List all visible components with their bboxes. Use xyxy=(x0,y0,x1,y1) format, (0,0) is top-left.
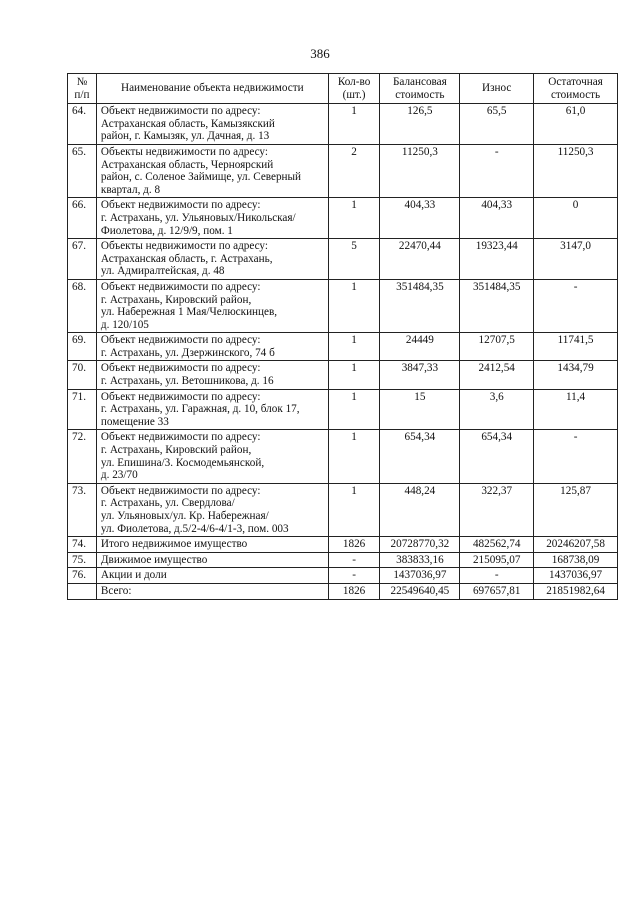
row-residual-value: 1434,79 xyxy=(534,361,618,389)
table-row xyxy=(68,279,618,332)
row-number: 69. xyxy=(68,333,97,361)
row-object-name: Объекты недвижимости по адресу: Астраханская область, Черноярский район, с. Соленое Займище, ул. Северный квартал, д. 8 xyxy=(96,144,328,197)
row-wear-value: 654,34 xyxy=(460,430,534,483)
row-balance-value: 654,34 xyxy=(380,430,460,483)
row-balance-value: 24449 xyxy=(380,333,460,361)
row-quantity: 1 xyxy=(328,279,380,332)
row-balance-value: 22549640,45 xyxy=(380,583,460,599)
row-quantity: 1 xyxy=(328,104,380,145)
row-residual-value: 21851982,64 xyxy=(534,583,618,599)
row-wear-value: - xyxy=(460,568,534,584)
row-quantity: - xyxy=(328,568,380,584)
property-table xyxy=(67,73,618,600)
row-number: 65. xyxy=(68,144,97,197)
row-number xyxy=(68,583,97,599)
row-balance-value: 1437036,97 xyxy=(380,568,460,584)
row-number: 71. xyxy=(68,389,97,430)
row-residual-value: - xyxy=(534,430,618,483)
row-quantity: 1 xyxy=(328,430,380,483)
row-number: 64. xyxy=(68,104,97,145)
table-row xyxy=(68,104,618,145)
row-residual-value: 61,0 xyxy=(534,104,618,145)
row-object-name: Объект недвижимости по адресу: г. Астрахань, ул. Дзержинского, 74 б xyxy=(96,333,328,361)
row-residual-value: 11250,3 xyxy=(534,144,618,197)
row-residual-value: 3147,0 xyxy=(534,239,618,280)
row-residual-value: 0 xyxy=(534,198,618,239)
row-balance-value: 20728770,32 xyxy=(380,537,460,553)
table-row xyxy=(68,198,618,239)
row-residual-value: 11741,5 xyxy=(534,333,618,361)
row-wear-value: 215095,07 xyxy=(460,552,534,568)
row-object-name: Объекты недвижимости по адресу: Астраханская область, г. Астрахань, ул. Адмиралтейская, д. 48 xyxy=(96,239,328,280)
table-row xyxy=(68,333,618,361)
row-quantity: 1 xyxy=(328,333,380,361)
row-balance-value: 351484,35 xyxy=(380,279,460,332)
row-wear-value: 65,5 xyxy=(460,104,534,145)
row-balance-value: 3847,33 xyxy=(380,361,460,389)
row-quantity: 2 xyxy=(328,144,380,197)
row-quantity: 1 xyxy=(328,198,380,239)
row-object-name: Объект недвижимости по адресу: г. Астрахань, ул. Гаражная, д. 10, блок 17, помещение 33 xyxy=(96,389,328,430)
row-residual-value: 1437036,97 xyxy=(534,568,618,584)
row-object-name: Всего: xyxy=(96,583,328,599)
table-row xyxy=(68,483,618,536)
row-wear-value: - xyxy=(460,144,534,197)
row-object-name: Объект недвижимости по адресу: Астраханская область, Камызякский район, г. Камызяк, ул. Дачная, д. 13 xyxy=(96,104,328,145)
row-number: 76. xyxy=(68,568,97,584)
row-object-name: Движимое имущество xyxy=(96,552,328,568)
row-number: 75. xyxy=(68,552,97,568)
row-quantity: 5 xyxy=(328,239,380,280)
header-qty: Кол-во (шт.) xyxy=(328,74,380,104)
row-wear-value: 2412,54 xyxy=(460,361,534,389)
row-wear-value: 404,33 xyxy=(460,198,534,239)
header-residual: Остаточная стоимость xyxy=(534,74,618,104)
row-residual-value: 125,87 xyxy=(534,483,618,536)
row-number: 66. xyxy=(68,198,97,239)
row-balance-value: 448,24 xyxy=(380,483,460,536)
row-wear-value: 12707,5 xyxy=(460,333,534,361)
row-balance-value: 126,5 xyxy=(380,104,460,145)
table-row xyxy=(68,568,618,584)
header-name: Наименование объекта недвижимости xyxy=(96,74,328,104)
page-number: 386 xyxy=(310,46,330,61)
row-object-name: Объект недвижимости по адресу: г. Астрахань, Кировский район, ул. Епишина/3. Космодемьянской, д. 23/70 xyxy=(96,430,328,483)
row-quantity: 1 xyxy=(328,483,380,536)
table-row xyxy=(68,361,618,389)
table-row xyxy=(68,552,618,568)
row-object-name: Объект недвижимости по адресу: г. Астрахань, ул. Ульяновых/Никольская/ Фиолетова, д. 12/9/9, пом. 1 xyxy=(96,198,328,239)
row-balance-value: 11250,3 xyxy=(380,144,460,197)
row-object-name: Итого недвижимое имущество xyxy=(96,537,328,553)
row-quantity: 1 xyxy=(328,361,380,389)
row-balance-value: 22470,44 xyxy=(380,239,460,280)
row-wear-value: 3,6 xyxy=(460,389,534,430)
row-object-name: Акции и доли xyxy=(96,568,328,584)
table-row xyxy=(68,537,618,553)
row-number: 73. xyxy=(68,483,97,536)
row-number: 67. xyxy=(68,239,97,280)
table-body xyxy=(68,104,618,599)
header-num: № п/п xyxy=(68,74,97,104)
header-balance: Балансовая стоимость xyxy=(380,74,460,104)
row-number: 72. xyxy=(68,430,97,483)
row-wear-value: 697657,81 xyxy=(460,583,534,599)
row-object-name: Объект недвижимости по адресу: г. Астрахань, ул. Ветошникова, д. 16 xyxy=(96,361,328,389)
row-object-name: Объект недвижимости по адресу: г. Астрахань, ул. Свердлова/ ул. Ульяновых/ул. Кр. Набережная/ ул. Фиолетова, д.5/2-4/6-4/1-3, пом. 003 xyxy=(96,483,328,536)
row-object-name: Объект недвижимости по адресу: г. Астрахань, Кировский район, ул. Набережная 1 Мая/Челюскинцев, д. 120/105 xyxy=(96,279,328,332)
table-row xyxy=(68,583,618,599)
row-wear-value: 482562,74 xyxy=(460,537,534,553)
table-row xyxy=(68,144,618,197)
row-residual-value: 11,4 xyxy=(534,389,618,430)
row-balance-value: 15 xyxy=(380,389,460,430)
row-residual-value: - xyxy=(534,279,618,332)
table-row xyxy=(68,239,618,280)
row-quantity: 1826 xyxy=(328,537,380,553)
row-wear-value: 351484,35 xyxy=(460,279,534,332)
header-wear: Износ xyxy=(460,74,534,104)
row-balance-value: 404,33 xyxy=(380,198,460,239)
table-row xyxy=(68,430,618,483)
row-quantity: 1826 xyxy=(328,583,380,599)
row-wear-value: 19323,44 xyxy=(460,239,534,280)
row-number: 68. xyxy=(68,279,97,332)
row-residual-value: 168738,09 xyxy=(534,552,618,568)
row-quantity: 1 xyxy=(328,389,380,430)
row-wear-value: 322,37 xyxy=(460,483,534,536)
table-header-row xyxy=(68,74,618,104)
table-row xyxy=(68,389,618,430)
row-balance-value: 383833,16 xyxy=(380,552,460,568)
row-number: 70. xyxy=(68,361,97,389)
row-quantity: - xyxy=(328,552,380,568)
row-number: 74. xyxy=(68,537,97,553)
row-residual-value: 20246207,58 xyxy=(534,537,618,553)
